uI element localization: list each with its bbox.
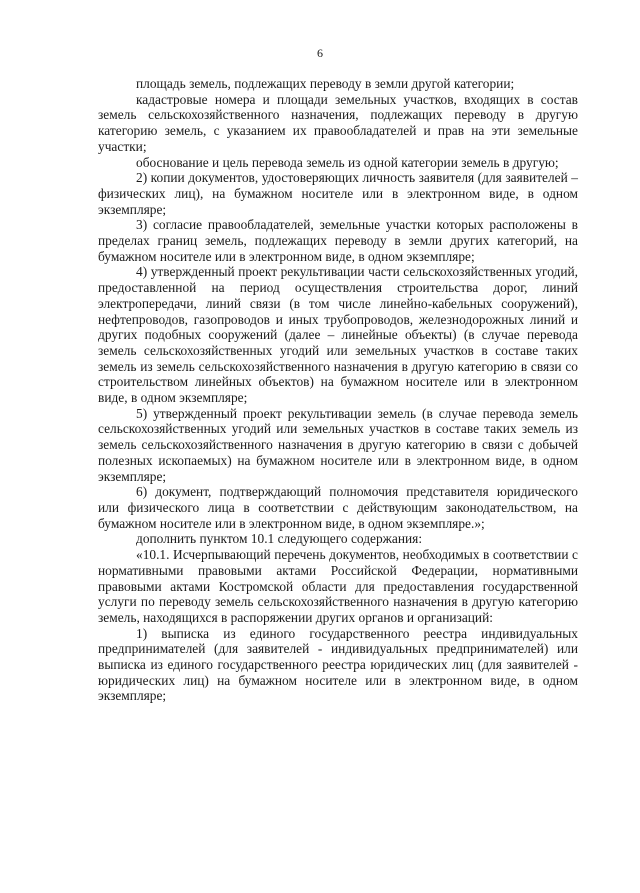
paragraph: обоснование и цель перевода земель из одной категории земель в другую; — [136, 154, 559, 170]
paragraph: 5) утвержденный проект рекультивации земель (в случае перевода земель сельскохозяйственных угодий или земельных участков в составе таких земель из земель сельскохозяйственного назначения в другую категорию в связи с добычей полезных ископаемых) на бумажном носителе или в электронном виде, в одном экземпляре; — [98, 405, 578, 484]
paragraph: дополнить пунктом 10.1 следующего содержания: — [136, 531, 423, 547]
paragraph: 2) копии документов, удостоверяющих личность заявителя (для заявителей – физических лиц), на бумажном носителе или в электронном виде, в одном экземпляре; — [98, 170, 578, 217]
paragraph: 4) утвержденный проект рекультивации части сельскохозяйственных угодий, предоставленной на период осуществления строительства дорог, линий электропередачи, линий связи (в том числе линейно-кабельных сооружений), нефтепроводов, газопроводов и иных трубопроводов, железнодорожных линий и других подобных сооружений (далее – линейные объекты) (в случае перевода земель сельскохозяйственных угодий или земельных участков в составе таких земель из земель сельскохозяйственного назначения в другую категорию в связи со строительством линейных объектов) на бумажном носителе или в электронном виде, в одном экземпляре; — [98, 264, 578, 406]
paragraph: площадь земель, подлежащих переводу в земли другой категории; — [136, 76, 515, 91]
document-body — [98, 76, 578, 704]
paragraph: 6) документ, подтверждающий полномочия представителя юридического или физического лица в соответствии с действующим законодательством, на бумажном носителе или в электронном виде, в одном экземпляре.»; — [98, 484, 578, 531]
paragraph: 3) согласие правообладателей, земельные участки которых расположены в пределах границ земель, подлежащих переводу в земли других категорий, на бумажном носителе или в электронном виде, в одном экземпляре; — [98, 217, 578, 264]
paragraph: кадастровые номера и площади земельных участков, входящих в состав земель сельскохозяйственного назначения, подлежащих переводу в другую категорию земель, с указанием их правообладателей и прав на эти земельные участки; — [98, 91, 578, 154]
paragraph: 1) выписка из единого государственного реестра индивидуальных предпринимателей (для заявителей - индивидуальных предпринимателей) или выписка из единого государственного реестра юридических лиц (для заявителей - юридических лиц) на бумажном носителе или в электронном виде, в одном экземпляре; — [98, 625, 578, 704]
paragraph: «10.1. Исчерпывающий перечень документов, необходимых в соответствии с нормативными правовыми актами Российской Федерации, нормативными правовыми актами Костромской области для предоставления государственной услуги по переводу земель сельскохозяйственного назначения в другую категорию земель, находящихся в распоряжении других органов и организаций: — [98, 547, 578, 625]
page-number: 6 — [317, 46, 323, 60]
